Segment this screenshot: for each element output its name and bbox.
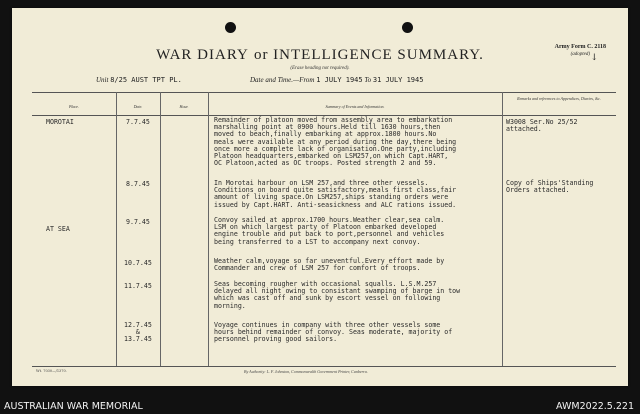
title-struck: or INTELLIGENCE SUMMARY. [253, 47, 484, 63]
entry-place: AT SEA [46, 225, 70, 233]
entry-summary: In Morotai harbour on LSM 257,and three other vessels. Conditions on board quite satisfactory,meals first class,fair amount of living space.On LSM257,ships standing orders were issued by Capt.HART. Anti-seasickness and ALC rations issued. [214, 179, 457, 209]
col-header-summary: Summary of Events and Information. [325, 104, 385, 109]
print-reference: Wt. 7030—/1370. [36, 369, 67, 373]
form-label [555, 44, 606, 58]
entry-summary: Seas becoming rougher with occasional squalls. L.S.M.257 delayed all night owing to consistant swamping of barge in tow which was cast off and sunk by escort vessel on following morning. [214, 280, 461, 310]
printer-authority: By Authority: L. F. Johnston, Commonwealth Government Printer, Canberra. [244, 369, 368, 374]
col-header-remarks: Remarks and references to Appendices, Diaries, &c. [517, 96, 601, 101]
unit-label: Unit [96, 76, 109, 84]
unit-value: 8/25 AUST TPT PL. [110, 76, 182, 84]
column-divider [208, 92, 209, 366]
punch-hole-right [402, 22, 413, 33]
entry-summary: Weather calm,voyage so far uneventful.Every effort made by Commander and crew of LSM 257 for comfort of troops. [214, 257, 445, 273]
column-divider [116, 92, 117, 366]
entry-place: MOROTAI [46, 118, 74, 126]
form-number: Army Form C. 2118 [554, 44, 606, 50]
punch-hole-left [225, 22, 236, 33]
archive-reference: AWM2022.5.221 [556, 401, 634, 412]
entry-summary: Remainder of platoon moved from assembly area to embarkation marshalling point at 0900 hours.Held till 1630 hours,then moved to beach,finally embarking at approx.1800 hours.No meals were available at any period during the day,there being once more a complete lack of organisation.One party,including Platoon headquarters,embarked on LSM257,on which Capt.HART, OC Platoon,acted as OC troops. Posted strength 2 and 59. [214, 116, 457, 168]
entry-date: 12.7.45 & 13.7.45 [124, 321, 152, 344]
archive-name: AUSTRALIAN WAR MEMORIAL [4, 401, 143, 412]
date-label: Date and Time.—From [250, 76, 315, 84]
entry-remarks: Copy of Ships'Standing Orders attached. [506, 179, 594, 195]
title-instruction: (Erase heading not required). [290, 66, 350, 71]
table-bottom-rule [32, 366, 616, 367]
entry-summary: Voyage continues in company with three other vessels some hours behind remainder of convoy. Seas moderate, majority of personnel proving good sailors. [214, 321, 453, 344]
entry-date: 11.7.45 [124, 282, 152, 290]
col-header-hour: Hour. [179, 104, 189, 109]
diary-sheet [12, 8, 628, 386]
entry-summary: Convoy sailed at approx.1700 hours.Weather clear,sea calm. LSM on which largest party of Platoon embarked developed engine trouble and put back to port,personnel and vehicles being transferred to a LST to accompany next convoy. [214, 216, 445, 246]
form-adopted: (adopted) [570, 52, 591, 57]
entry-remarks: W3008 Ser.No 25/52 attached. [506, 118, 578, 134]
unit-line [96, 76, 182, 84]
date-from: 1 JULY 1945 [316, 76, 363, 84]
date-range [250, 76, 423, 84]
entry-date: 7.7.45 [126, 118, 150, 126]
entry-date: 10.7.45 [124, 259, 152, 267]
title-main: WAR DIARY [156, 47, 249, 63]
date-to-label: To [364, 76, 372, 84]
column-divider [160, 92, 161, 366]
column-divider [502, 92, 503, 366]
table-top-rule [32, 92, 616, 93]
page-title [12, 44, 628, 64]
archive-caption-bar [0, 398, 640, 414]
entry-date: 8.7.45 [126, 180, 150, 188]
handwritten-mark-icon: ↓ [590, 53, 598, 63]
col-header-date: Date. [133, 104, 143, 109]
date-to: 31 JULY 1945 [372, 76, 424, 84]
entry-date: 9.7.45 [126, 218, 150, 226]
col-header-place: Place. [68, 104, 80, 109]
